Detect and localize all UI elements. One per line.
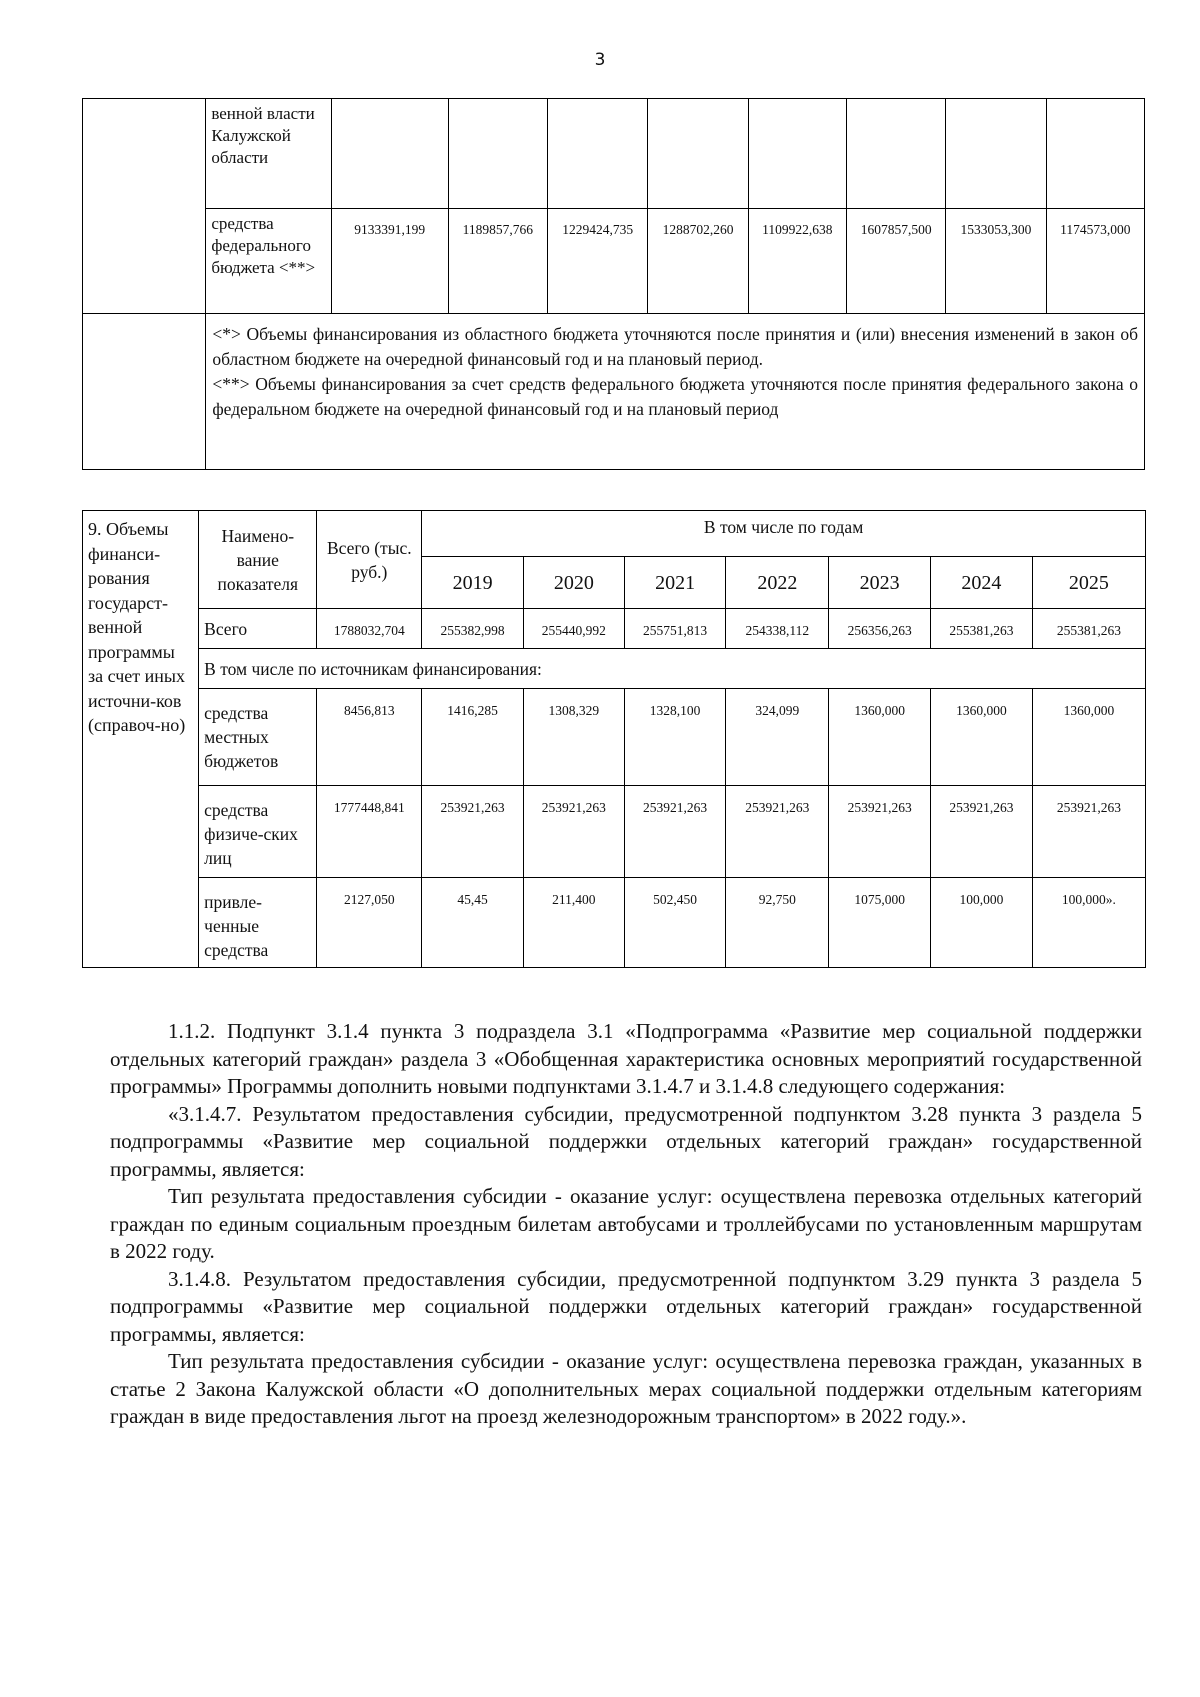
- table-cell: 1328,100: [624, 689, 726, 786]
- footnotes-cell: [206, 314, 1145, 470]
- table-cell: 1788032,704: [317, 609, 422, 649]
- table-cell: 255381,263: [931, 609, 1033, 649]
- table-cell: 253921,263: [624, 786, 726, 878]
- table-cell: 253921,263: [726, 786, 829, 878]
- col-header-name: Наимено-вание показателя: [199, 511, 317, 609]
- year-header: 2023: [829, 557, 931, 609]
- table-cell: 1777448,841: [317, 786, 422, 878]
- table-cell: 1607857,500: [846, 209, 945, 314]
- table-cell: 253921,263: [1032, 786, 1145, 878]
- table-cell: 255381,263: [1032, 609, 1145, 649]
- empty-section-cell: [83, 314, 206, 470]
- other-sources-table: [82, 510, 1146, 968]
- table-cell: 324,099: [726, 689, 829, 786]
- table-cell: 9133391,199: [331, 209, 448, 314]
- table-cell: 1229424,735: [547, 209, 647, 314]
- table-cell: 1109922,638: [748, 209, 846, 314]
- year-header: 2019: [422, 557, 524, 609]
- paragraph: «3.1.4.7. Результатом предоставления субсидии, предусмотренной подпунктом 3.28 пункта 3 раздела 5 подпрограммы «Развитие мер социальной поддержки отдельных категорий граждан» государственной программы, является:: [110, 1101, 1142, 1181]
- table-cell: 92,750: [726, 878, 829, 968]
- year-header: 2025: [1032, 557, 1145, 609]
- table-cell: 254338,112: [726, 609, 829, 649]
- year-header: 2021: [624, 557, 726, 609]
- table-cell: 255751,813: [624, 609, 726, 649]
- paragraph: 1.1.2. Подпункт 3.1.4 пункта 3 подраздела 3.1 «Подпрограмма «Развитие мер социальной поддержки отдельных категорий граждан» раздела 3 «Обобщенная характеристика основных мероприятий государственной программы» Программы дополнить новыми подпунктами 3.1.4.7 и 3.1.4.8 следующего содержания:: [110, 1019, 1142, 1098]
- table-cell: 253921,263: [829, 786, 931, 878]
- row-label-authority: венной власти Калужской области: [206, 99, 332, 209]
- table-cell: 256356,263: [829, 609, 931, 649]
- table-cell: 45,45: [422, 878, 524, 968]
- paragraph: 3.1.4.8. Результатом предоставления субсидии, предусмотренной подпунктом 3.29 пункта 3 раздела 5 подпрограммы «Развитие мер социальной поддержки отдельных категорий граждан» государственной программы, является:: [110, 1266, 1142, 1346]
- table-cell: 1360,000: [829, 689, 931, 786]
- footnote-federal: <**> Объемы финансирования за счет средств федерального бюджета уточняются после принятия федерального закона о федеральном бюджете на очередной финансовый год и на плановый период: [212, 374, 1138, 419]
- table-cell: 211,400: [523, 878, 624, 968]
- paragraph: Тип результата предоставления субсидии - оказание услуг: осуществлена перевозка отдельных категорий граждан по единым социальным проездным билетам автобусами и троллейбусами по установленным маршрутам в 2022 году.: [110, 1184, 1142, 1263]
- page-number: 3: [594, 50, 606, 70]
- footnote-regional: <*> Объемы финансирования из областного бюджета уточняются после принятия и (или) внесения изменений в закон об областном бюджете на очередной финансовый год и на плановый период.: [212, 324, 1138, 369]
- table-cell: 1174573,000: [1046, 209, 1144, 314]
- year-header: 2024: [931, 557, 1033, 609]
- col-header-years: В том числе по годам: [422, 511, 1146, 557]
- year-header: 2020: [523, 557, 624, 609]
- sources-caption: В том числе по источникам финансирования:: [199, 649, 1146, 689]
- table-cell: 255440,992: [523, 609, 624, 649]
- funding-table-continued: [82, 98, 1145, 470]
- row-label-federal-budget: средства федерального бюджета <**>: [206, 209, 332, 314]
- table-cell: 2127,050: [317, 878, 422, 968]
- table-cell: 1360,000: [1032, 689, 1145, 786]
- table-cell: 1416,285: [422, 689, 524, 786]
- table-cell: 1308,329: [523, 689, 624, 786]
- empty-section-cell: [83, 99, 206, 314]
- table-cell: 255382,998: [422, 609, 524, 649]
- table-cell: 1533053,300: [946, 209, 1046, 314]
- row-label-individuals: средства физиче-ских лиц: [199, 786, 317, 878]
- amendment-text: [110, 1018, 1142, 1431]
- table-cell: 1360,000: [931, 689, 1033, 786]
- col-header-total: Всего (тыс. руб.): [317, 511, 422, 609]
- row-label-local-budgets: средства местных бюджетов: [199, 689, 317, 786]
- row-label-total: Всего: [199, 609, 317, 649]
- table-cell: 253921,263: [523, 786, 624, 878]
- table-cell: 100,000: [931, 878, 1033, 968]
- row-label-attracted-funds: привле-ченные средства: [199, 878, 317, 968]
- table-cell: 253921,263: [931, 786, 1033, 878]
- table-cell: 1075,000: [829, 878, 931, 968]
- table-cell: 502,450: [624, 878, 726, 968]
- table-cell: 1189857,766: [448, 209, 547, 314]
- section-9-label: 9. Объемы финанси-рования государст-венной программы за счет иных источни-ков (справоч-но): [83, 511, 199, 968]
- table-cell: 1288702,260: [648, 209, 748, 314]
- table-cell: 100,000».: [1032, 878, 1145, 968]
- table-cell: 253921,263: [422, 786, 524, 878]
- table-cell: 8456,813: [317, 689, 422, 786]
- year-header: 2022: [726, 557, 829, 609]
- paragraph: Тип результата предоставления субсидии - оказание услуг: осуществлена перевозка граждан, указанных в статье 2 Закона Калужской области «О дополнительных мерах социальной поддержки отдельным категориям граждан в виде предоставления льгот на проезд железнодорожным транспортом» в 2022 году.».: [110, 1349, 1142, 1428]
